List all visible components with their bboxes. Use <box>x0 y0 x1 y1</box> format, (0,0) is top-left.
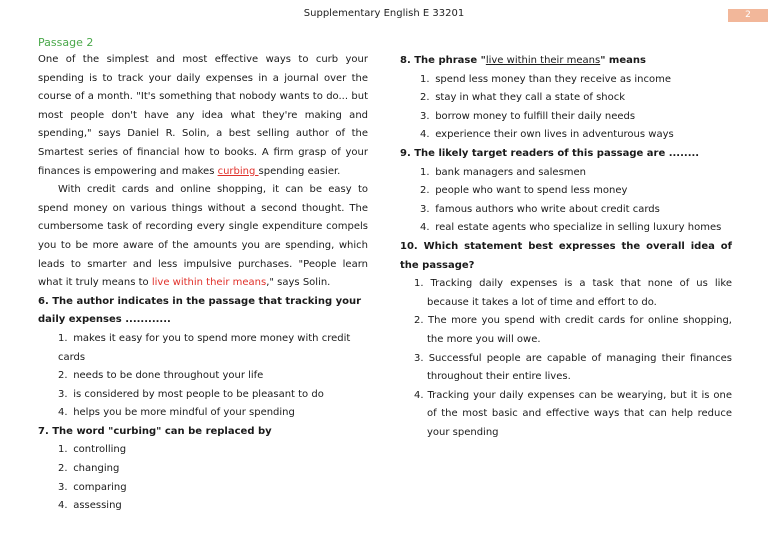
question-8-option: 4. experience their own lives in adventurous ways <box>420 129 674 141</box>
question-7-options <box>38 441 368 515</box>
question-6-option: 1. makes it easy for you to spend more money with credit cards <box>58 332 351 363</box>
question-6-options <box>38 330 368 423</box>
question-9-stem: 9. The likely target readers of this passage are ........ <box>400 147 700 159</box>
passage-paragraph-2 <box>38 181 368 293</box>
question-8-option: 3. borrow money to fulfill their daily needs <box>420 110 636 122</box>
left-column <box>38 34 368 516</box>
passage-title: Passage 2 <box>38 36 94 49</box>
question-7-option: 1. controlling <box>58 444 127 456</box>
question-9-option: 1. bank managers and salesmen <box>420 166 587 178</box>
question-10-stem: 10. Which statement best expresses the overall idea of the passage? <box>400 240 732 271</box>
question-8-stem: 8. The phrase "live within their means" means <box>400 55 646 66</box>
passage-p1-text-b: spending easier. <box>258 165 341 177</box>
question-8-options <box>400 71 732 145</box>
question-6-option: 3. is considered by most people to be pleasant to do <box>58 388 324 400</box>
question-9-option: 2. people who want to spend less money <box>420 185 628 197</box>
question-9-option: 4. real estate agents who specialize in selling luxury homes <box>420 222 722 234</box>
passage-p2-text-b: ," says Solin. <box>266 277 331 289</box>
question-10-options <box>400 275 732 442</box>
question-9-options <box>400 164 732 238</box>
document-header-title: Supplementary English E 33201 <box>303 8 465 19</box>
page-number-badge: 2 <box>728 9 768 22</box>
question-8-option: 1. spend less money than they receive as income <box>420 73 672 85</box>
question-10-option: 4. Tracking your daily expenses can be wearying, but it is one of the most basic and effective ways that can help reduce your spending <box>414 389 732 438</box>
question-7-option: 4. assessing <box>58 500 122 512</box>
passage-paragraph-1 <box>38 51 368 181</box>
question-9-option: 3. famous authors who write about credit cards <box>420 203 660 215</box>
question-6-stem: 6. The author indicates in the passage that tracking your daily expenses ............ <box>38 295 362 326</box>
question-10-option: 1. Tracking daily expenses is a task that none of us like because it takes a lot of time and effort to do. <box>414 278 732 308</box>
question-6-option: 2. needs to be done throughout your life <box>58 370 264 382</box>
question-7-stem: 7. The word "curbing" can be replaced by <box>38 425 272 437</box>
passage-p2-highlight: live within their means <box>151 277 267 289</box>
question-7-option: 2. changing <box>58 463 120 475</box>
question-8-phrase: live within their means <box>485 55 601 66</box>
question-7-option: 3. comparing <box>58 481 127 493</box>
passage-p1-text-a: One of the simplest and most effective ways to curb your spending is to track your daily expenses in a journal over the course of a month. "It's something that nobody wants to do... but most people don't have any idea what they're making and spending," says Daniel R. Solin, a best selling author of the Smartest series of financial how to books. A firm grasp of your finances is empowering and makes <box>38 54 368 177</box>
right-column <box>400 52 732 442</box>
question-10-option: 3. Successful people are capable of managing their finances throughout their entire lives. <box>414 352 732 383</box>
question-6-option: 4. helps you be more mindful of your spending <box>58 407 295 419</box>
passage-p1-highlight: curbing <box>217 165 259 177</box>
passage-p2-text-a: With credit cards and online shopping, it can be easy to spend money on various things without a second thought. The cumbersome task of recording every single expenditure compels you to be more aware of the amounts you are spending, which leads to smarter and less impulsive purchases. "People learn what it truly means to <box>38 184 368 289</box>
question-8-option: 2. stay in what they call a state of shock <box>420 92 626 104</box>
question-10-option: 2. The more you spend with credit cards for online shopping, the more you will owe. <box>414 315 732 345</box>
